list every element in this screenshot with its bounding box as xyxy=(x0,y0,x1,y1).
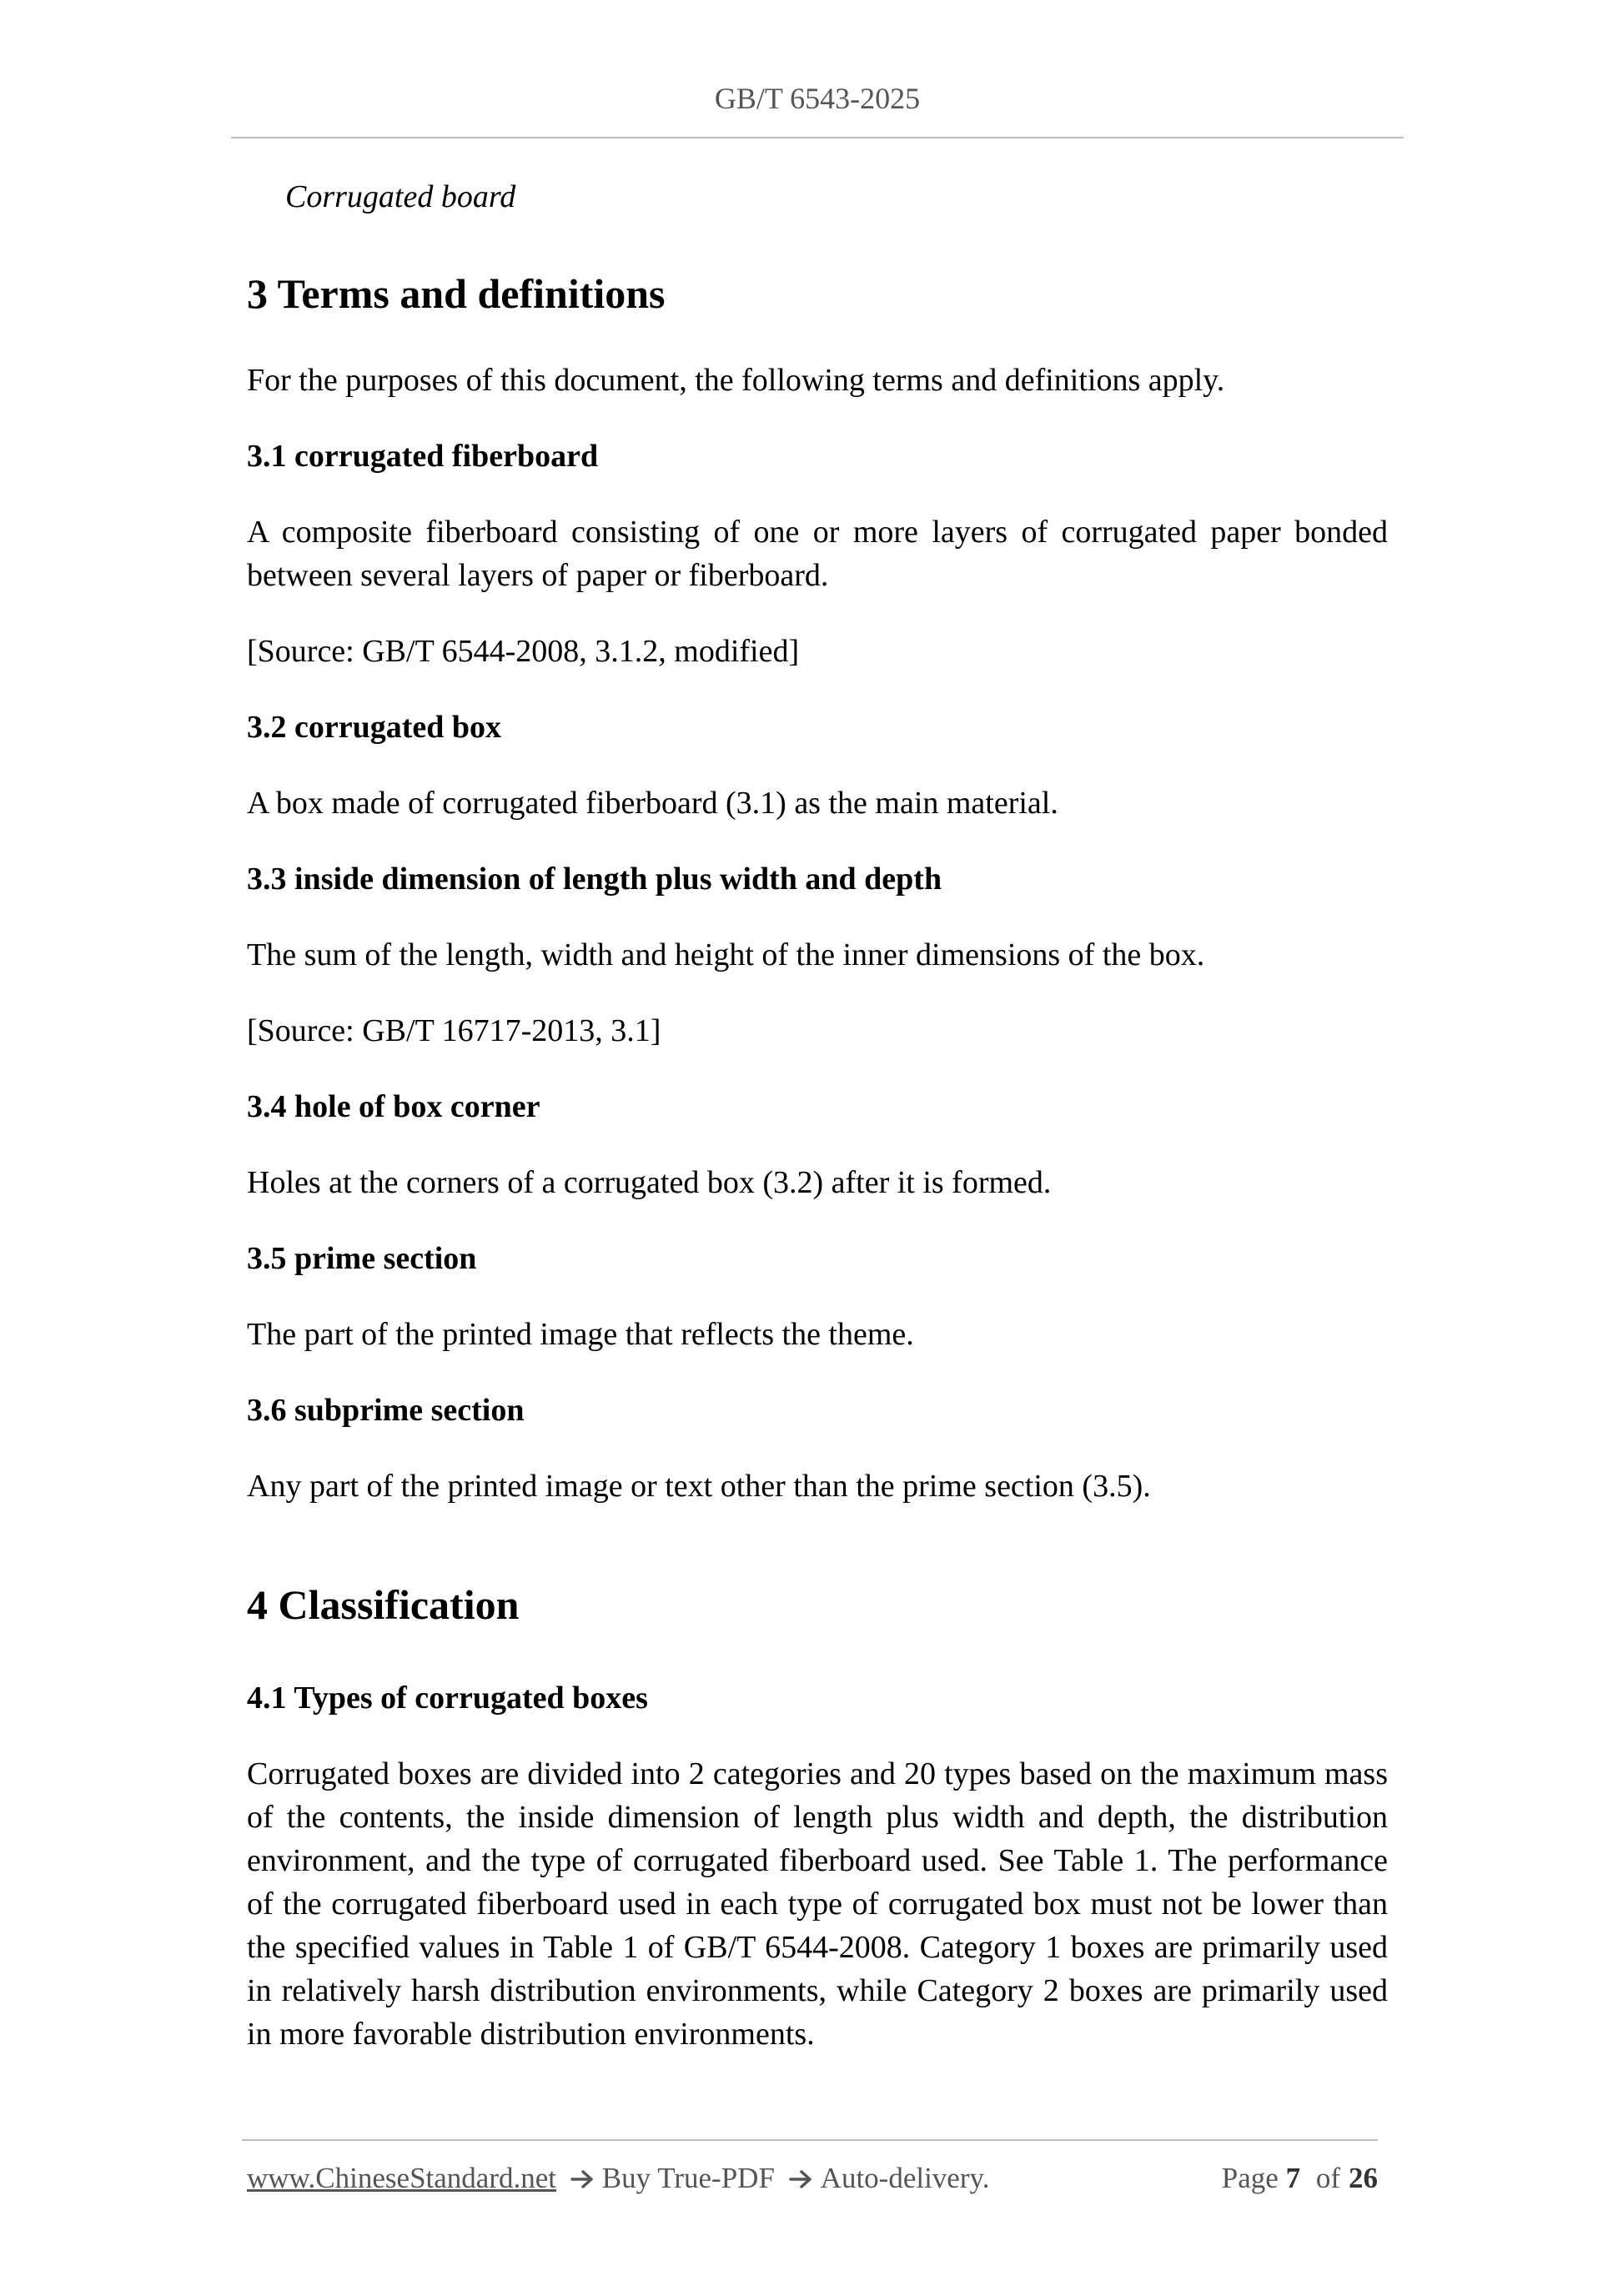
footer-website-link[interactable]: www.ChineseStandard.net xyxy=(247,2162,556,2194)
page-label: Page xyxy=(1221,2162,1279,2194)
footer-promo xyxy=(247,2160,989,2197)
right-arrow-icon xyxy=(570,2168,595,2190)
page-total-number: 26 xyxy=(1349,2162,1378,2194)
page-footer xyxy=(247,2160,1378,2197)
footer-delivery-text: Auto-delivery. xyxy=(820,2162,990,2194)
page-of-label: of xyxy=(1315,2162,1340,2194)
footer-buy-text: Buy True-PDF xyxy=(601,2162,775,2194)
section-3-intro: For the purposes of this document, the following terms and definitions apply. xyxy=(247,363,1225,398)
term-3-6-title: 3.6 subprime section xyxy=(247,1393,525,1428)
term-3-2-title: 3.2 corrugated box xyxy=(247,710,502,745)
page-content xyxy=(247,167,1388,2056)
term-3-5-title: 3.5 prime section xyxy=(247,1241,477,1276)
subsection-4-1-title: 4.1 Types of corrugated boxes xyxy=(247,1681,648,1716)
term-3-5-definition: The part of the printed image that reflects the theme. xyxy=(247,1317,914,1352)
term-3-2-definition: A box made of corrugated fiberboard (3.1) as the main material. xyxy=(247,786,1058,821)
italic-lead-line: Corrugated board xyxy=(285,179,516,214)
section-3-heading: 3 Terms and definitions xyxy=(247,270,666,317)
term-3-1-source: [Source: GB/T 6544-2008, 3.1.2, modified] xyxy=(247,634,800,669)
term-3-6-definition: Any part of the printed image or text other than the prime section (3.5). xyxy=(247,1469,1151,1504)
footer-divider xyxy=(242,2139,1378,2141)
right-arrow-icon xyxy=(789,2168,814,2190)
page-current-number: 7 xyxy=(1285,2162,1301,2194)
term-3-3-source: [Source: GB/T 16717-2013, 3.1] xyxy=(247,1013,661,1048)
term-3-4-definition: Holes at the corners of a corrugated box (3.2) after it is formed. xyxy=(247,1165,1052,1200)
page-indicator xyxy=(1222,2160,1378,2197)
section-4-heading: 4 Classification xyxy=(247,1581,520,1628)
term-3-4-title: 3.4 hole of box corner xyxy=(247,1089,540,1124)
subsection-4-1-body: Corrugated boxes are divided into 2 categories and 20 types based on the maximum mass of the contents, the inside dimension of length plus width and depth, the distribution environment, and the type of corrugated fiberboard used. See Table 1. The performance of the corrugated fiberboard used in each type of corrugated box must not be lower than the specified values in Table 1 of GB/T 6544-2008. Category 1 boxes are primarily used in relatively harsh distribution environments, while Category 2 boxes are primarily used in more favorable distribution environments. xyxy=(247,1756,1388,2052)
term-3-1-definition: A composite fiberboard consisting of one or more layers of corrugated paper bonded between several layers of paper or fiberboard. xyxy=(247,515,1388,593)
running-header: GB/T 6543-2025 xyxy=(714,82,921,115)
term-3-3-title: 3.3 inside dimension of length plus width and depth xyxy=(247,862,942,897)
term-3-1-title: 3.1 corrugated fiberboard xyxy=(247,439,599,474)
header-divider xyxy=(231,137,1404,138)
term-3-3-definition: The sum of the length, width and height of the inner dimensions of the box. xyxy=(247,937,1205,972)
